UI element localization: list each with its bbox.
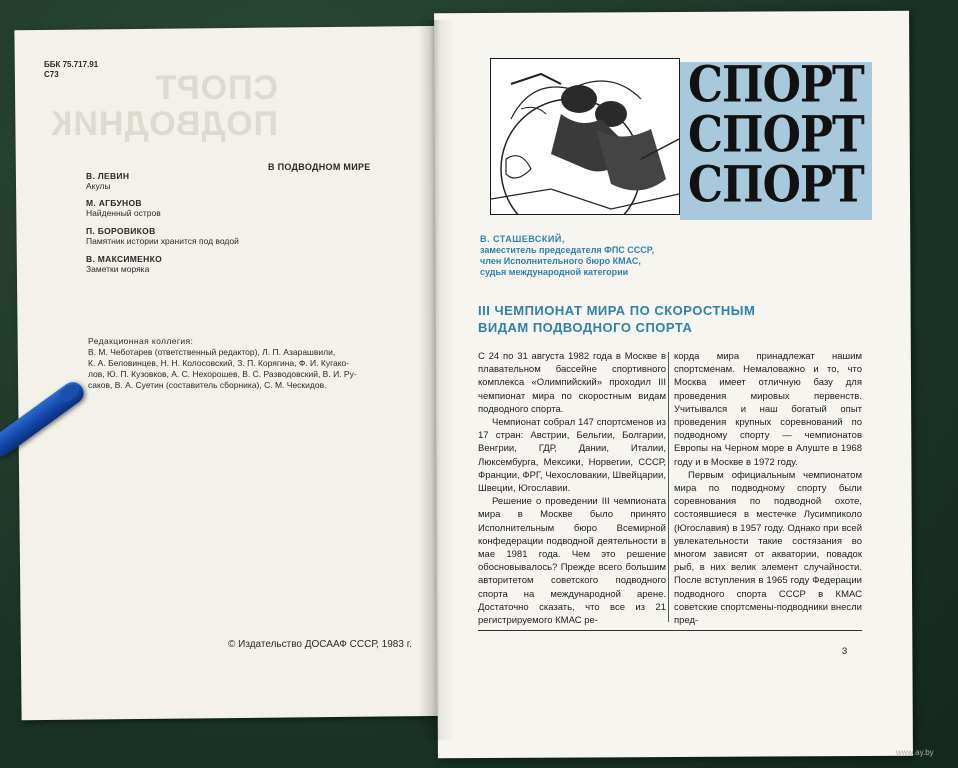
board-line: лов, Ю. П. Кузовков, А. С. Нехорошев, В. С. Разводовский, В. И. Ру-	[88, 369, 357, 379]
headline-line: III ЧЕМПИОНАТ МИРА ПО СКОРОСТНЫМ	[478, 303, 756, 318]
article-column-right	[674, 350, 862, 627]
article-column-left	[478, 350, 666, 627]
contents-entry	[86, 226, 239, 246]
entry-title: Заметки моряка	[86, 264, 150, 274]
paragraph: С 24 по 31 августа 1982 года в Москве в плавательном бассейне спортивного комплекса «Олимпийский» проходил III чемпионат мира по скоростным видам подводного спорта.	[478, 351, 666, 415]
headline-line: ВИДАМ ПОДВОДНОГО СПОРТА	[478, 320, 693, 335]
bbk-code	[44, 60, 98, 80]
entry-author: П. БОРОВИКОВ	[86, 226, 156, 236]
paragraph: Первым официальным чемпионатом мира по подводному спорту были соревнования по подводной охоте, состоявшиеся в местечке Лусимпиколо (Югославия) в 1957 году. Однако при всей увлекательности такие состязания во многом зависят от акватории, повадок рыб, в них велик элемент случайности. После вступления в 1965 году Федерации подводного спорта СССР в КМАС советские спортсмены-подводники внесли пред-	[674, 469, 862, 627]
entry-author: В. МАКСИМЕНКО	[86, 254, 162, 264]
board-line: В. М. Чеботарев (ответственный редактор), Л. П. Азарашвили,	[88, 347, 336, 357]
article-headline	[478, 302, 755, 336]
divers-illustration	[490, 58, 680, 215]
board-line: саков, В. А. Суетин (составитель сборника), С. М. Ческидов.	[88, 380, 327, 390]
board-line: К. А. Беловинцев, Н. Н. Колосовский, З. П. Корягина, Ф. И. Кугако-	[88, 358, 350, 368]
footer-rule	[478, 630, 862, 631]
collection-title: В ПОДВОДНОМ МИРЕ	[268, 162, 371, 172]
contents-entry	[86, 198, 161, 218]
bbk-line: С73	[44, 70, 59, 79]
author-name: В. СТАШЕВСКИЙ,	[480, 234, 565, 244]
paragraph: Чемпионат собрал 147 спортсменов из 17 стран: Австрии, Бельгии, Болгарии, Венгрии, ГДР, Дании, Италии, Люксембурга, Мексики, Норвегии, СССР, Франции, ФРГ, Чехословакии, Швейцарии, Швеции, Югославии.	[478, 417, 666, 495]
board-heading: Редакционная коллегия:	[88, 336, 194, 346]
article-author	[480, 234, 654, 278]
watermark: www.ay.by	[896, 748, 934, 757]
entry-author: М. АГБУНОВ	[86, 198, 142, 208]
bbk-line: ББК 75.717.91	[44, 60, 99, 69]
author-role: заместитель председателя ФПС СССР,	[480, 245, 655, 255]
paragraph: корда мира принадлежат нашим спортсменам. Немаловажно и то, что Москва имеет отличную базу для проведения мировых первенств. Учитывался и наш богатый опыт проведения крупных соревнований по подводному спорту — чемпионатов Европы на Черном море в Алуште в 1968 году и в Москве в 1972 году.	[674, 351, 862, 468]
banner-word: СПОРТ	[688, 56, 864, 114]
column-divider	[668, 352, 669, 622]
contents-entry	[86, 171, 129, 191]
copyright-line: © Издательство ДОСААФ СССР, 1983 г.	[228, 639, 412, 650]
banner-word: СПОРТ	[688, 156, 864, 214]
author-role: член Исполнительного бюро КМАС,	[480, 256, 641, 266]
editorial-board	[88, 336, 388, 391]
banner-word: СПОРТ	[688, 106, 864, 164]
author-role: судья международной категории	[480, 267, 629, 277]
contents-entry	[86, 254, 162, 274]
entry-title: Акулы	[86, 181, 111, 191]
entry-author: В. ЛЕВИН	[86, 171, 130, 181]
show-through-text: СПОРТ ПОДВОДНИК	[50, 69, 278, 143]
entry-title: Памятник истории хранится под водой	[86, 236, 239, 246]
page-number: 3	[842, 646, 848, 657]
paragraph: Решение о проведении III чемпионата мира в Москве было принято Исполнительным бюро Всемирной конфедерации подводной деятельности в мае 1981 года. Чем это решение обосновывалось? Прежде всего большим авторитетом советского подводного спорта на международной арене. Достаточно сказать, что все из 21 регистрируемого КМАС ре-	[478, 496, 666, 627]
entry-title: Найденный остров	[86, 208, 161, 218]
book-gutter	[418, 20, 456, 740]
